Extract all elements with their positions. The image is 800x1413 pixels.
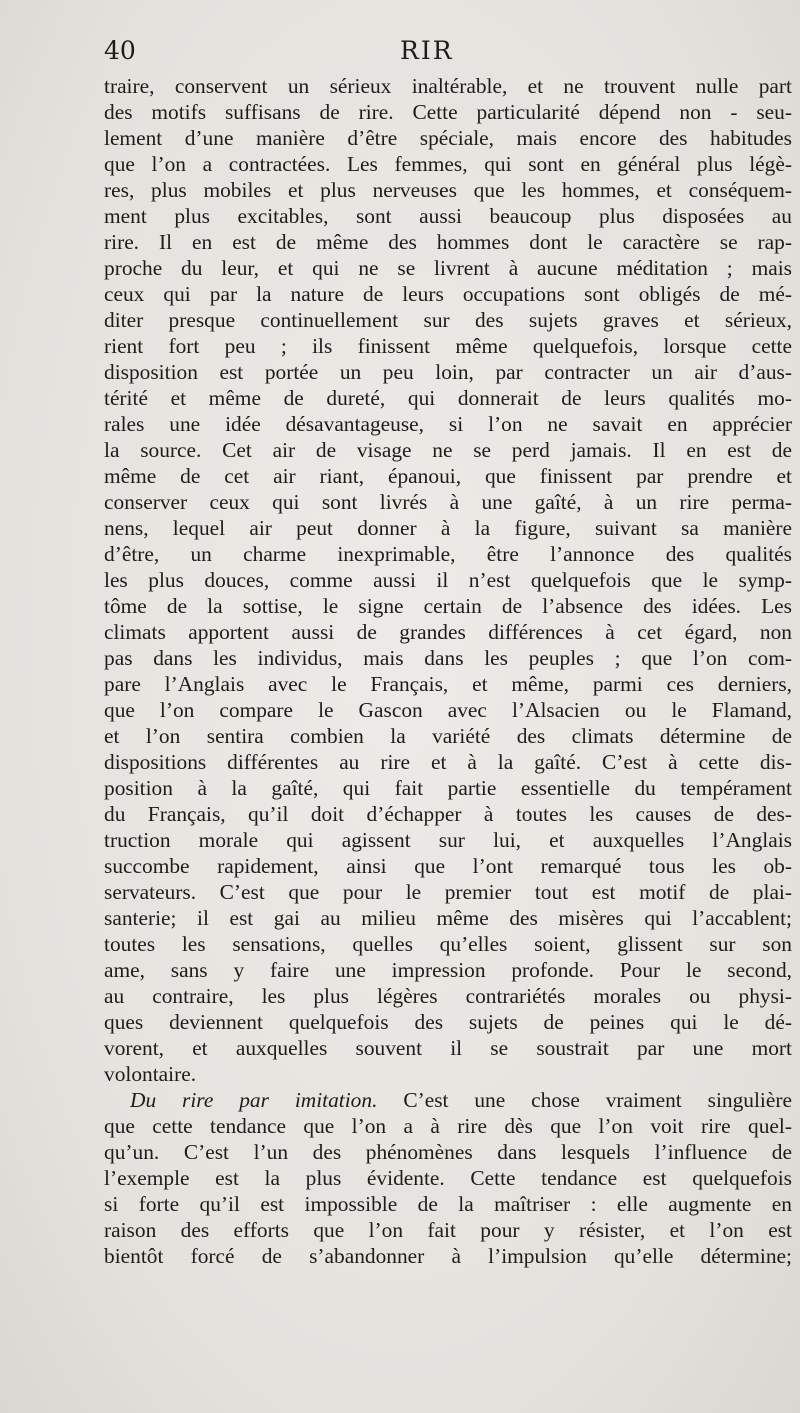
text-line: servateurs. C’est que pour le premier tout est motif de plai- [104,880,792,904]
text-line: pare l’Anglais avec le Français, et même, parmi ces derniers, [104,672,792,696]
text-line: raison des efforts que l’on fait pour y résister, et l’on est [104,1218,792,1242]
text-line: si forte qu’il est impossible de la maîtriser : elle augmente en [104,1192,792,1216]
text-line: climats apportent aussi de grandes différences à cet égard, non [104,620,792,644]
body-text [104,73,792,1269]
text-line: des motifs suffisans de rire. Cette particularité dépend non - seu- [104,100,792,124]
text-line: conserver ceux qui sont livrés à une gaîté, à un rire perma- [104,490,792,514]
text-line: diter presque continuellement sur des sujets graves et sérieux, [104,308,792,332]
text-line: ame, sans y faire une impression profonde. Pour le second, [104,958,792,982]
page-number: 40 [104,36,136,65]
text-line: ment plus excitables, sont aussi beaucoup plus disposées au [104,204,792,228]
text-line: rales une idée désavantageuse, si l’on ne savait en apprécier [104,412,792,436]
text-line: térité et même de dureté, qui donnerait de leurs qualités mo- [104,386,792,410]
text-line: truction morale qui agissent sur lui, et auxquelles l’Anglais [104,828,792,852]
text-line: au contraire, les plus légères contrariétés morales ou physi- [104,984,792,1008]
text-line: la source. Cet air de visage ne se perd jamais. Il en est de [104,438,792,462]
text-line: qu’un. C’est l’un des phénomènes dans lesquels l’influence de [104,1140,792,1164]
text-line: succombe rapidement, ainsi que l’ont remarqué tous les ob- [104,854,792,878]
running-head: RIR [400,36,454,65]
text-line: toutes les sensations, quelles qu’elles soient, glissent sur son [104,932,792,956]
text-line: position à la gaîté, qui fait partie essentielle du tempérament [104,776,792,800]
text-line: nens, lequel air peut donner à la figure, suivant sa manière [104,516,792,540]
text-line: santerie; il est gai au milieu même des misères qui l’accablent; [104,906,792,930]
text-line: rire. Il en est de même des hommes dont le caractère se rap- [104,230,792,254]
text-line: l’exemple est la plus évidente. Cette tendance est quelquefois [104,1166,792,1190]
text-line: les plus douces, comme aussi il n’est quelquefois que le symp- [104,568,792,592]
text-line: vorent, et auxquelles souvent il se soustrait par une mort [104,1036,792,1060]
text-line: et l’on sentira combien la variété des climats détermine de [104,724,792,748]
text-line: bientôt forcé de s’abandonner à l’impulsion qu’elle détermine; [104,1244,792,1268]
text-line: d’être, un charme inexprimable, être l’annonce des qualités [104,542,792,566]
subsection-first-line [104,1087,792,1113]
text-line: même de cet air riant, épanoui, que finissent par prendre et [104,464,792,488]
text-line: res, plus mobiles et plus nerveuses que les hommes, et conséquem- [104,178,792,202]
text-line: dispositions différentes au rire et à la gaîté. C’est à cette dis- [104,750,792,774]
text-line: proche du leur, et qui ne se livrent à aucune méditation ; mais [104,256,792,280]
page-header [104,36,694,70]
text-line: que l’on a contractées. Les femmes, qui sont en général plus légè- [104,152,792,176]
text-line: traire, conservent un sérieux inaltérable, et ne trouvent nulle part [104,74,792,98]
text-line: tôme de la sottise, le signe certain de l’absence des idées. Les [104,594,792,618]
text-line: que cette tendance que l’on a à rire dès que l’on voit rire quel- [104,1114,792,1138]
subsection-lead-text: C’est une chose vraiment singulière [403,1088,792,1112]
text-line: rient fort peu ; ils finissent même quelquefois, lorsque cette [104,334,792,358]
text-line: ques deviennent quelquefois des sujets de peines qui le dé- [104,1010,792,1034]
text-line: disposition est portée un peu loin, par contracter un air d’aus- [104,360,792,384]
text-line: que l’on compare le Gascon avec l’Alsacien ou le Flamand, [104,698,792,722]
text-line: du Français, qu’il doit d’échapper à toutes les causes de des- [104,802,792,826]
text-line: ceux qui par la nature de leurs occupations sont obligés de mé- [104,282,792,306]
text-line: pas dans les individus, mais dans les peuples ; que l’on com- [104,646,792,670]
subsection-heading: Du rire par imitation. [130,1088,378,1112]
text-line: volontaire. [104,1062,197,1086]
text-line: lement d’une manière d’être spéciale, mais encore des habitudes [104,126,792,150]
